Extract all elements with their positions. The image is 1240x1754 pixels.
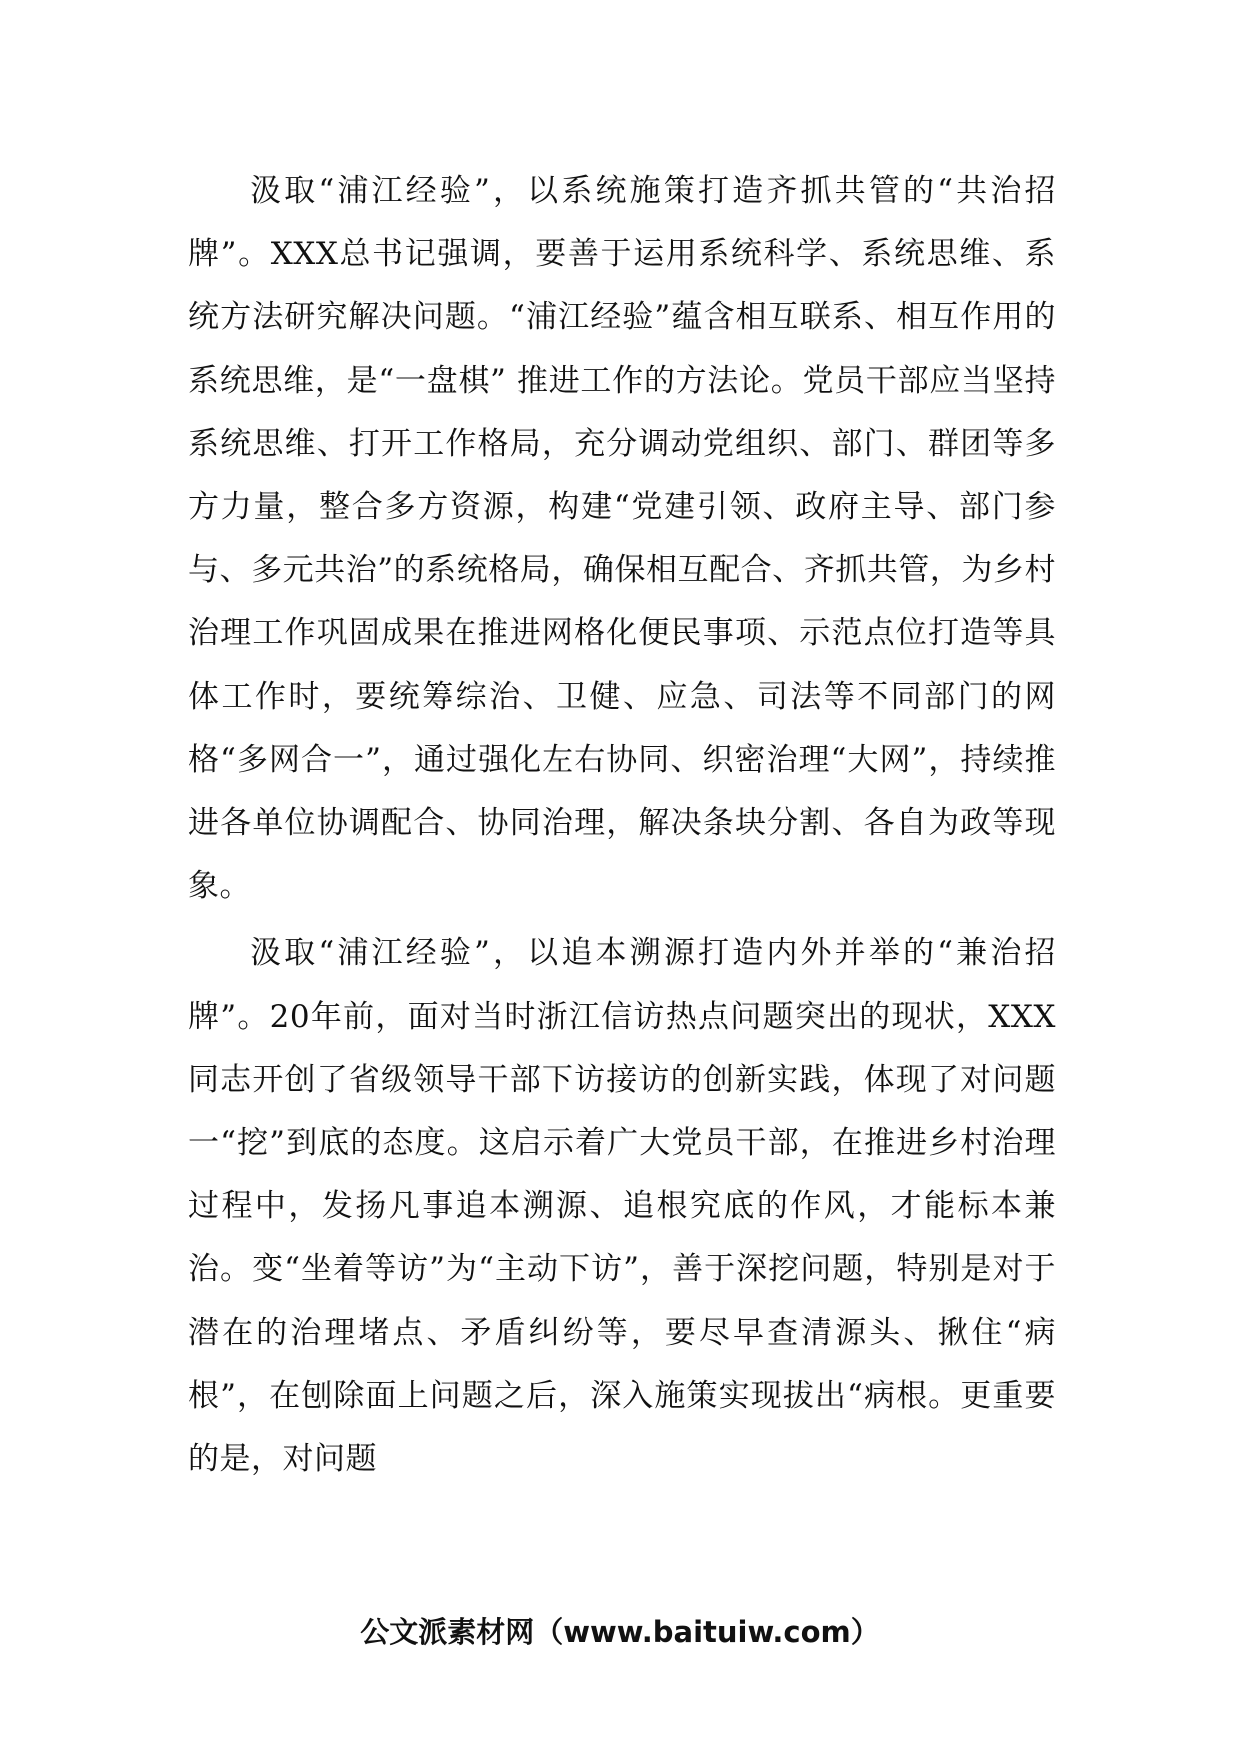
paragraph-root-cause-governance: 汲取“浦江经验”，以追本溯源打造内外并举的“兼治招牌”。20年前，面对当时浙江信访热点问题突出的现状，XXX同志开创了省级领导干部下访接访的创新实践，体现了对问题一“挖”到底的态度。这启示着广大党员干部，在推进乡村治理过程中，发扬凡事追本溯源、追根究底的作风，才能标本兼治。变“坐着等访”为“主动下访”，善于深挖问题，特别是对于潜在的治理堵点、矛盾纠纷等，要尽早查清源头、揪住“病根”，在刨除面上问题之后，深入施策实现拔出“病根。更重要的是，对问题	[188, 935, 1056, 1478]
document-body	[188, 160, 1056, 1495]
page-footer-watermark: 公文派素材网（www.baituiw.com）	[360, 1615, 880, 1649]
paragraph-system-governance: 汲取“浦江经验”，以系统施策打造齐抓共管的“共治招牌”。XXX总书记强调，要善于运用系统科学、系统思维、系统方法研究解决问题。“浦江经验”蕴含相互联系、相互作用的系统思维，是“一盘棋” 推进工作的方法论。党员干部应当坚持系统思维、打开工作格局，充分调动党组织、部门、群团等多方力量，整合多方资源，构建“党建引领、政府主导、部门参与、多元共治”的系统格局，确保相互配合、齐抓共管，为乡村治理工作巩固成果在推进网格化便民事项、示范点位打造等具体工作时，要统筹综治、卫健、应急、司法等不同部门的网格“多网合一”，通过强化左右协同、织密治理“大网”，持续推进各单位协调配合、协同治理，解决条块分割、各自为政等现象。	[188, 173, 1056, 905]
